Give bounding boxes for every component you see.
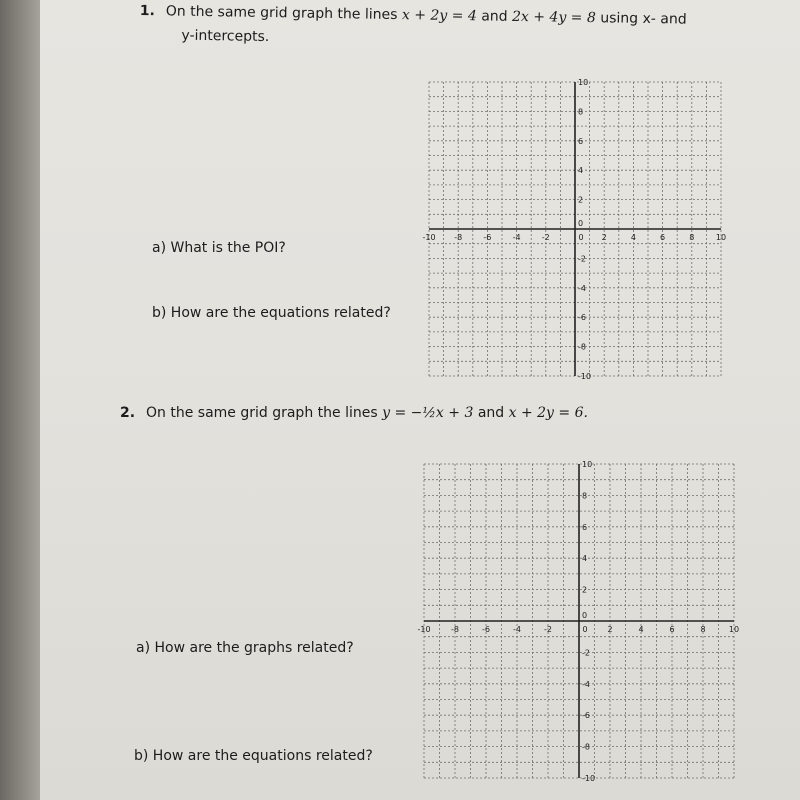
x-tick-label: 0 — [582, 625, 588, 634]
x-tick-label: 8 — [689, 233, 695, 242]
x-tick-label: -8 — [451, 625, 459, 634]
coordinate-grid-2[interactable] — [417, 460, 740, 783]
question-1-part-a: a) What is the POI? — [152, 240, 286, 256]
y-tick-label: -8 — [578, 342, 586, 352]
question-number: 1. — [139, 2, 156, 20]
y-tick-label: -8 — [582, 742, 590, 752]
equation: y = −½x + 3 — [382, 405, 474, 421]
y-tick-label: -6 — [578, 313, 586, 323]
y-tick-label: -4 — [578, 283, 586, 293]
y-tick-label: 4 — [578, 166, 584, 176]
x-tick-label: -2 — [544, 625, 552, 634]
equation: 2x + 4y = 8 — [511, 8, 596, 27]
y-tick-label: 0 — [582, 611, 588, 620]
y-tick-label: -10 — [578, 372, 592, 381]
y-tick-label: 0 — [578, 219, 584, 228]
x-tick-label: -4 — [513, 625, 521, 634]
x-tick-label: 10 — [715, 233, 727, 242]
y-tick-label: -10 — [582, 774, 596, 783]
x-tick-label: -4 — [512, 233, 521, 242]
y-tick-label: -6 — [582, 711, 590, 721]
x-tick-label: 2 — [607, 625, 613, 634]
y-tick-label: -2 — [578, 254, 586, 264]
equation: x + 2y = 4 — [401, 7, 477, 25]
question-number: 2. — [120, 405, 136, 421]
x-tick-label: 6 — [669, 625, 675, 634]
x-tick-label: -10 — [422, 233, 436, 242]
x-tick-label: 8 — [700, 625, 706, 634]
y-tick-label: -2 — [582, 648, 590, 658]
y-tick-label: 6 — [578, 136, 584, 146]
question-text-line2: y-intercepts. — [181, 27, 270, 46]
question-1-part-b: b) How are the equations related? — [152, 305, 391, 321]
question-text: On the same grid graph the lines y = −½x + 3 and x + 2y = 6. — [146, 405, 588, 421]
y-tick-label: 8 — [582, 491, 588, 501]
y-tick-label: 10 — [582, 460, 593, 469]
x-tick-label: 10 — [728, 625, 740, 634]
x-tick-label: -10 — [417, 625, 431, 634]
question-text: On the same grid graph the lines x + 2y = 4 and 2x + 4y = 8 using x- and — [165, 3, 687, 28]
y-tick-label: 4 — [582, 554, 588, 564]
coordinate-grid-1[interactable] — [422, 78, 727, 381]
y-tick-label: 10 — [578, 78, 589, 87]
x-tick-label: 4 — [638, 625, 644, 634]
y-tick-label: 8 — [578, 107, 584, 117]
y-tick-label: 2 — [582, 585, 588, 595]
y-tick-label: 6 — [582, 522, 588, 532]
question-2-part-b: b) How are the equations related? — [134, 748, 373, 764]
x-tick-label: -6 — [483, 233, 492, 242]
x-tick-label: 4 — [630, 233, 636, 242]
equation: x + 2y = 6. — [508, 405, 588, 421]
x-tick-label: 0 — [578, 233, 584, 242]
y-tick-label: 2 — [578, 195, 584, 205]
question-2-part-a: a) How are the graphs related? — [136, 640, 354, 656]
x-tick-label: -8 — [454, 233, 463, 242]
y-tick-label: -4 — [582, 679, 590, 689]
x-tick-label: 2 — [601, 233, 607, 242]
x-tick-label: 6 — [660, 233, 666, 242]
x-tick-label: -2 — [541, 233, 550, 242]
x-tick-label: -6 — [482, 625, 490, 634]
